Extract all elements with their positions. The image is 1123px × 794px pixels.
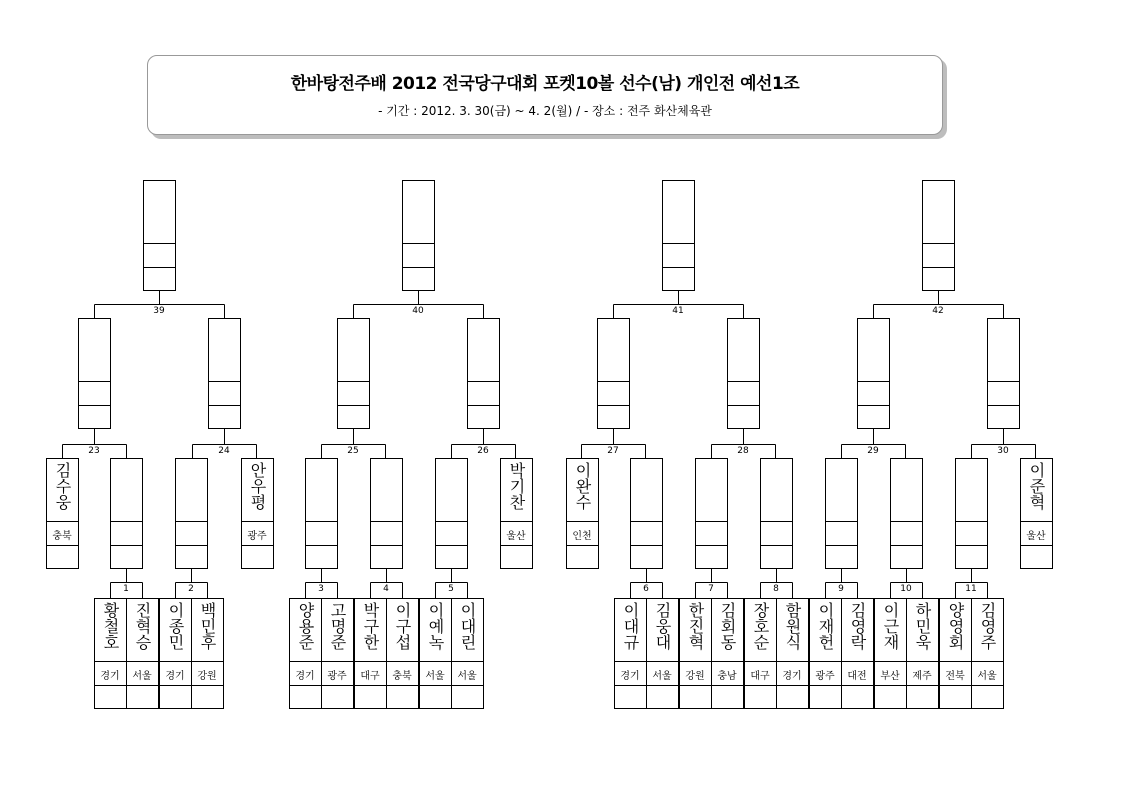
match-number: 30	[997, 446, 1009, 456]
prelim-slot	[371, 459, 403, 569]
match-number: 41	[672, 306, 684, 316]
player-name: 백민후	[198, 602, 217, 650]
player-region: 부산	[880, 671, 900, 682]
player-region: 인천	[572, 531, 592, 542]
player-region: 경기	[165, 671, 185, 682]
match-number: 2	[188, 584, 194, 594]
match-number: 10	[900, 584, 912, 594]
player-region: 서울	[457, 671, 477, 682]
player-name: 이대규	[621, 602, 640, 650]
player-region: 충북	[52, 531, 72, 542]
match-number: 23	[88, 446, 100, 456]
player-region: 전북	[945, 671, 965, 682]
player-name: 이완수	[573, 462, 592, 510]
player-name: 박구한	[361, 602, 380, 650]
player-name: 고명준	[328, 602, 347, 650]
player-name: 김수웅	[53, 462, 72, 510]
prelim-slot	[436, 459, 468, 569]
prelim-slot	[956, 459, 988, 569]
player-name: 함원식	[783, 602, 802, 650]
semi-slot	[79, 319, 111, 429]
match-number: 3	[318, 584, 324, 594]
prelim-slot	[176, 459, 208, 569]
match-number: 6	[643, 584, 649, 594]
player-name: 이재헌	[816, 602, 835, 650]
prelim-slot	[891, 459, 923, 569]
player-region: 울산	[1026, 531, 1046, 542]
player-name: 김회동	[718, 602, 737, 650]
final-slot	[144, 181, 176, 291]
match-number: 39	[153, 306, 165, 316]
semi-slot	[598, 319, 630, 429]
player-region: 경기	[620, 671, 640, 682]
semi-slot	[468, 319, 500, 429]
semi-slot	[858, 319, 890, 429]
player-region: 강원	[197, 671, 217, 682]
player-name: 이대린	[458, 602, 477, 650]
player-name: 하민욱	[913, 602, 932, 650]
player-region: 경기	[100, 671, 120, 682]
player-region: 대구	[750, 671, 770, 682]
match-number: 29	[867, 446, 879, 456]
player-name: 양영회	[946, 602, 965, 650]
player-name: 이예녹	[426, 602, 445, 650]
player-name: 김영락	[848, 602, 867, 650]
player-region: 강원	[685, 671, 705, 682]
prelim-slot	[631, 459, 663, 569]
player-region: 서울	[977, 671, 997, 682]
player-region: 대구	[360, 671, 380, 682]
final-slot	[663, 181, 695, 291]
prelim-slot	[111, 459, 143, 569]
page-subtitle: - 기간 : 2012. 3. 30(금) ~ 4. 2(월) / - 장소 : 전주 화산체육관	[378, 104, 712, 118]
prelim-slot	[761, 459, 793, 569]
prelim-slot	[696, 459, 728, 569]
player-region: 경기	[295, 671, 315, 682]
player-name: 이준혁	[1027, 462, 1046, 510]
match-number: 24	[218, 446, 230, 456]
semi-slot	[988, 319, 1020, 429]
player-region: 서울	[425, 671, 445, 682]
match-number: 1	[123, 584, 129, 594]
final-slot	[923, 181, 955, 291]
prelim-slot	[826, 459, 858, 569]
match-number: 4	[383, 584, 389, 594]
player-region: 서울	[132, 671, 152, 682]
semi-slot	[338, 319, 370, 429]
player-name: 이종민	[166, 602, 185, 650]
player-region: 제주	[912, 671, 932, 682]
player-region: 충남	[717, 671, 737, 682]
player-name: 황철호	[101, 602, 120, 650]
match-number: 7	[708, 584, 714, 594]
player-region: 대전	[847, 671, 867, 682]
match-number: 42	[932, 306, 944, 316]
semi-slot	[209, 319, 241, 429]
player-region: 충북	[392, 671, 412, 682]
match-number: 5	[448, 584, 454, 594]
player-name: 안우평	[248, 462, 267, 510]
player-region: 경기	[782, 671, 802, 682]
player-name: 김영주	[978, 602, 997, 650]
page-title: 한바탕전주배 2012 전국당구대회 포켓10볼 선수(남) 개인전 예선1조	[290, 74, 800, 94]
match-number: 26	[477, 446, 489, 456]
match-number: 9	[838, 584, 844, 594]
prelim-slot	[306, 459, 338, 569]
player-name: 장호순	[751, 602, 770, 650]
player-region: 광주	[247, 531, 267, 542]
match-number: 8	[773, 584, 779, 594]
player-name: 한진혁	[686, 602, 705, 650]
match-number: 40	[412, 306, 424, 316]
match-number: 11	[965, 584, 977, 594]
player-name: 이근재	[881, 602, 900, 650]
player-name: 이구섭	[393, 602, 412, 650]
player-name: 양용준	[296, 602, 315, 650]
player-name: 진혁승	[133, 602, 152, 650]
match-number: 27	[607, 446, 619, 456]
player-region: 광주	[815, 671, 835, 682]
player-name: 박기찬	[507, 462, 526, 510]
player-region: 서울	[652, 671, 672, 682]
player-region: 울산	[506, 531, 526, 542]
player-name: 김웅대	[653, 602, 672, 650]
player-region: 광주	[327, 671, 347, 682]
match-number: 25	[347, 446, 359, 456]
match-number: 28	[737, 446, 749, 456]
semi-slot	[728, 319, 760, 429]
final-slot	[403, 181, 435, 291]
